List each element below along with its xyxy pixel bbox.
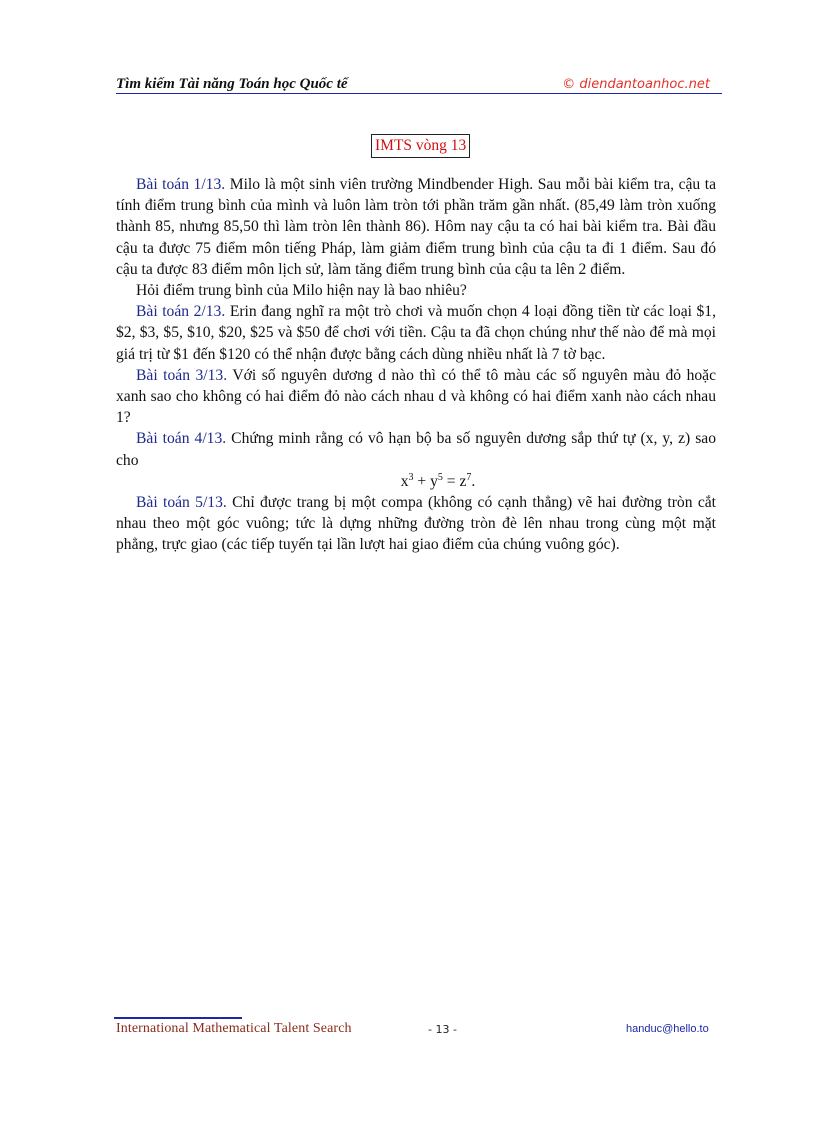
problem-4-text: Chứng minh rằng có vô hạn bộ ba số nguyên dương sắp thứ tự (x, y, z) sao cho — [116, 430, 716, 469]
problem-3-label: Bài toán 3/13. — [136, 366, 228, 384]
problem-list — [116, 174, 716, 556]
document-title: IMTS vòng 13 — [371, 134, 470, 158]
formula-z: z — [459, 472, 467, 490]
header-rule — [116, 93, 722, 94]
problem-1-question: Hỏi điểm trung bình của Milo hiện nay là bao nhiêu? — [136, 282, 467, 300]
problem-1-label: Bài toán 1/13. — [136, 176, 226, 193]
problem-3-text: Với số nguyên dương d nào thì có thể tô màu các số nguyên màu đỏ hoặc xanh sao cho không có hai điểm đỏ nào cách nhau d và không có hai điểm xanh nào cách nhau 1? — [116, 366, 717, 427]
formula-y: y — [430, 472, 438, 490]
problem-4 — [116, 428, 716, 470]
problem-5-text: Chỉ được trang bị một compa (không có cạnh thẳng) vẽ hai đường tròn cắt nhau theo một góc vuông; tức là dựng những đường tròn đè lên nhau trong cùng một mặt phẳng, trực giao (các tiếp tuyến tại lần lượt hai giao điểm của chúng vuông góc). — [116, 494, 716, 554]
formula-y-exp: 5 — [437, 471, 443, 483]
problem-2-text: Erin đang nghĩ ra một trò chơi và muốn chọn 4 loại đồng tiền từ các loại $1, $2, $3, $5, $10, $20, $25 và $50 để chơi với tiền. Cậu ta đã chọn chúng như thế nào để mà mọi giá trị từ $1 đến $120 có thể nhận được bằng cách dùng nhiều nhất là 7 tờ bạc. — [116, 303, 717, 363]
header-title: Tìm kiếm Tài năng Toán học Quốc tế — [116, 76, 348, 92]
formula-x: x — [400, 472, 409, 490]
problem-4-label: Bài toán 4/13. — [136, 430, 227, 448]
problem-5-label: Bài toán 5/13. — [136, 494, 227, 512]
problem-2 — [116, 301, 716, 365]
page-number: - 13 - — [428, 1023, 457, 1036]
footer-rule — [114, 1017, 242, 1019]
footer-source: International Mathematical Talent Search — [116, 1021, 352, 1036]
problem-3 — [116, 365, 716, 429]
footer-email: handuc@hello.to — [626, 1023, 709, 1035]
problem-5 — [116, 492, 716, 556]
formula-z-exp: 7 — [466, 471, 472, 483]
formula-eq: = — [442, 472, 460, 490]
formula-end: . — [471, 472, 476, 490]
problem-1-text: Milo là một sinh viên trường Mindbender High. Sau mỗi bài kiểm tra, cậu ta tính điểm trung bình của mình và luôn làm tròn tới phần trăm gần nhất. (85,49 làm tròn xuống thành 85, nhưng 85,50 thì làm tròn lên thành 86). Hôm nay cậu ta có hai bài kiểm tra. Bài đầu cậu ta được 75 điểm môn tiếng Pháp, làm giảm điểm trung bình của cậu ta đi 1 điểm. Sau đó cậu ta được 83 điểm môn lịch sử, làm tăng điểm trung bình của cậu ta lên 2 điểm. — [116, 176, 716, 278]
problem-4-formula — [116, 471, 716, 492]
formula-plus: + — [413, 472, 431, 490]
problem-2-label: Bài toán 2/13. — [136, 303, 226, 321]
formula-x-exp: 3 — [408, 471, 414, 483]
header-site: © diendantoanhoc.net — [562, 77, 710, 92]
page-header — [116, 76, 722, 94]
problem-1 — [116, 174, 716, 280]
